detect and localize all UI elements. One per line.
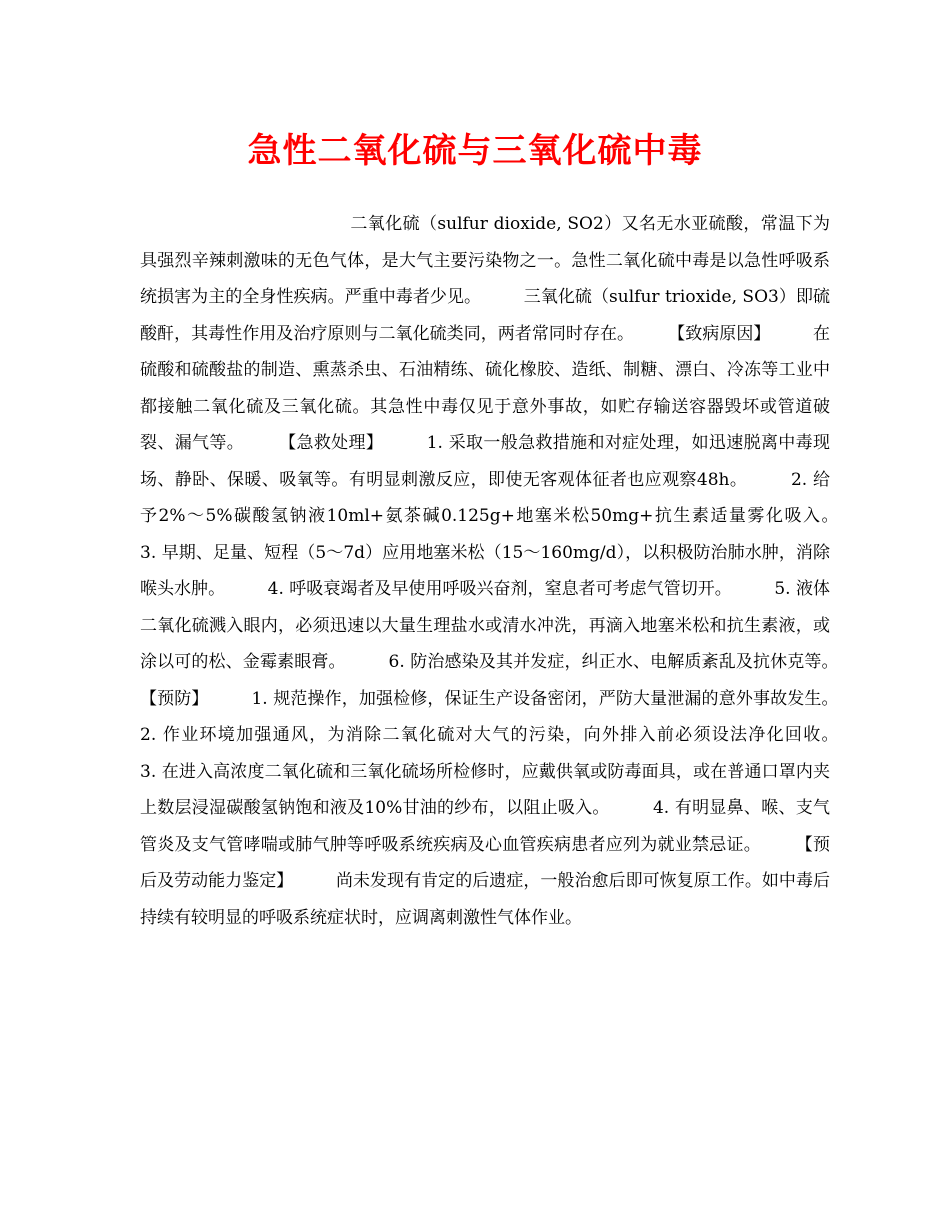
document-body [140, 206, 881, 936]
body-text-content: 二氧化硫（sulfur dioxide, SO2）又名无水亚硫酸，常温下为具强烈辛辣刺激味的无色气体，是大气主要污染物之一。急性二氧化硫中毒是以急性呼吸系统损害为主的全身性疾病。严重中毒者少见。 三氧化硫（sulfur trioxide, SO3）即硫酸酐，其毒性作用及治疗原则与二氧化硫类同，两者常同时存在。 【致病原因】 在硫酸和硫酸盐的制造、熏蒸杀虫、石油精练、硫化橡胶、造纸、制糖、漂白、冷冻等工业中都接触二氧化硫及三氧化硫。其急性中毒仅见于意外事故，如贮存输送容器毁坏或管道破裂、漏气等。 【急救处理】 1. 采取一般急救措施和对症处理，如迅速脱离中毒现场、静卧、保暖、吸氧等。有明显刺激反应，即使无客观体征者也应观察48h。 2. 给予2%～5%碳酸氢钠液10ml+氨茶碱0.125g+地塞米松50mg+抗生素适量雾化吸入。 3. 早期、足量、短程（5～7d）应用地塞米松（15～160mg/d），以积极防治肺水肿，消除喉头水肿。 4. 呼吸衰竭者及早使用呼吸兴奋剂，窒息者可考虑气管切开。 5. 液体二氧化硫溅入眼内，必须迅速以大量生理盐水或清水冲洗，再滴入地塞米松和抗生素液，或涂以可的松、金霉素眼膏。 6. 防治感染及其并发症，纠正水、电解质紊乱及抗休克等。 【预防】 1. 规范操作，加强检修，保证生产设备密闭，严防大量泄漏的意外事故发生。 2. 作业环境加强通风，为消除二氧化硫对大气的污染，向外排入前必须设法净化回收。 3. 在进入高浓度二氧化硫和三氧化硫场所检修时，应戴供氧或防毒面具，或在普通口罩内夹上数层浸湿碳酸氢钠饱和液及10%甘油的纱布，以阻止吸入。 4. 有明显鼻、喉、支气管炎及支气管哮喘或肺气肿等呼吸系统疾病及心血管疾病患者应列为就业禁忌证。 【预后及劳动能力鉴定】 尚未发现有肯定的后遗症，一般治愈后即可恢复原工作。如中毒后持续有较明显的呼吸系统症状时，应调离刺激性气体作业。 [140, 214, 881, 928]
document-title: 急性二氧化硫与三氧化硫中毒 [247, 131, 703, 171]
